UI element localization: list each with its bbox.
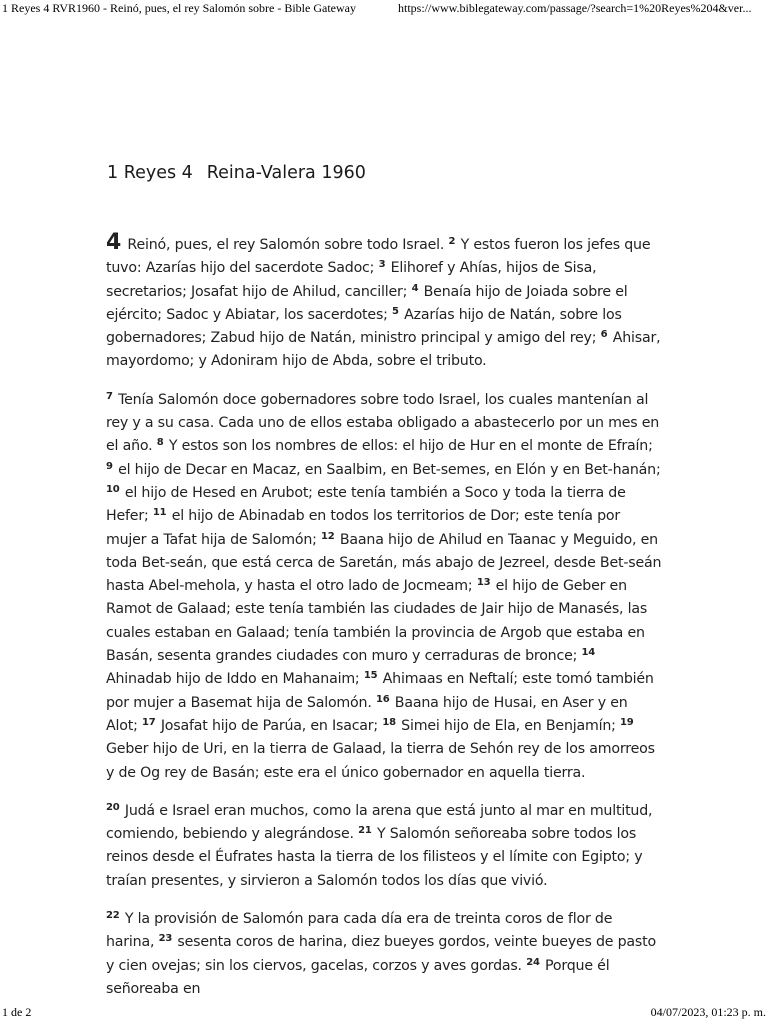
verse-text: Y estos son los nombres de ellos: el hijo de Hur en el monte de Efraín; bbox=[168, 438, 653, 455]
verse-number: 3 bbox=[378, 259, 386, 271]
verse-text: Y la provisión de Salomón para cada día era de treinta coros de flor de harina, bbox=[106, 911, 613, 951]
verse-number: 22 bbox=[106, 910, 120, 922]
verse-number: 21 bbox=[358, 825, 372, 837]
verse-text: Josafat hijo de Parúa, en Isacar; bbox=[160, 717, 379, 734]
verse-number: 20 bbox=[106, 801, 120, 813]
verse-text: sesenta coros de harina, diez bueyes gordos, veinte bueyes de pasto y cien ovejas; sin los ciervos, gacelas, corzos y aves gordas. bbox=[106, 934, 656, 974]
verse-text: el hijo de Decar en Macaz, en Saalbim, en Bet-semes, en Elón y en Bet-hanán; bbox=[118, 461, 661, 478]
page-count: 1 de 2 bbox=[2, 1005, 32, 1019]
verse-number: 5 bbox=[392, 305, 399, 317]
verse-text: Judá e Israel eran muchos, como la arena que está junto al mar en multitud, comiendo, bebiendo y alegrándose. bbox=[106, 802, 653, 843]
page-title-header: 1 Reyes 4 RVR1960 - Reinó, pues, el rey Salomón sobre - Bible Gateway bbox=[2, 1, 356, 15]
verse-text: Ahisar, mayordomo; y Adoniram hijo de Abda, sobre el tributo. bbox=[106, 330, 661, 370]
verse-text: el hijo de Geber en Ramot de Galaad; este tenía también las ciudades de Jair hijo de Manasés, las cuales estaban en Galaad; tenía también la provincia de Argob que estaba en Basán, sesenta grandes ciudades con muro y cerraduras de bronce; bbox=[106, 578, 648, 665]
verse-number: 17 bbox=[141, 716, 156, 728]
verse-number: 23 bbox=[158, 933, 173, 945]
print-footer bbox=[0, 1004, 768, 1024]
verse-text: el hijo de Abinadab en todos los territorios de Dor; este tenía por mujer a Tafat hija de Salomón; bbox=[106, 508, 621, 548]
verse-text: Baana hijo de Husai, en Aser y en Alot; bbox=[106, 694, 628, 734]
verse-text: Benaía hijo de Joiada sobre el ejército; Sadoc y Abiatar, los sacerdotes; bbox=[106, 283, 628, 323]
passage-heading bbox=[107, 163, 366, 183]
version-name: Reina-Valera 1960 bbox=[206, 163, 366, 183]
verse-number: 18 bbox=[382, 716, 396, 728]
verse-number: 2 bbox=[448, 236, 456, 247]
print-header bbox=[0, 0, 768, 22]
verse-text: Porque él señoreaba en bbox=[106, 957, 610, 997]
verse-number: 11 bbox=[152, 507, 167, 519]
chapter-number: 4 bbox=[106, 230, 122, 255]
verse-text: Simei hijo de Ela, en Benjamín; bbox=[401, 717, 616, 734]
verse-number: 7 bbox=[106, 390, 113, 402]
verse-number: 6 bbox=[600, 329, 608, 341]
paragraph bbox=[106, 800, 662, 893]
verse-number: 4 bbox=[411, 282, 419, 294]
verse-text: Baana hijo de Ahilud en Taanac y Meguido, en toda Bet-seán, que está cerca de Saretán, más abajo de Jezreel, desde Bet-seán hasta Abel-mehola, y hasta el otro lado de Jocmeam; bbox=[106, 531, 662, 595]
verse-number: 12 bbox=[321, 530, 335, 542]
verse-number: 14 bbox=[581, 647, 596, 659]
verse-number: 10 bbox=[106, 483, 120, 495]
verse-text: Elihoref y Ahías, hijos de Sisa, secretarios; Josafat hijo de Ahilud, canciller; bbox=[106, 260, 597, 300]
page-url: https://www.biblegateway.com/passage/?search=1%20Reyes%204&ver... bbox=[398, 1, 752, 15]
paragraph bbox=[106, 389, 662, 785]
verse-text: Reinó, pues, el rey Salomón sobre todo Israel. bbox=[127, 237, 445, 253]
verse-number: 24 bbox=[526, 956, 540, 968]
verse-number: 9 bbox=[106, 460, 113, 472]
verse-text: Y estos fueron los jefes que tuvo: Azarías hijo del sacerdote Sadoc; bbox=[106, 237, 651, 277]
verse-text: Geber hijo de Uri, en la tierra de Galaad, la tierra de Sehón rey de los amorreos y de Og rey de Basán; este era el único gobernador en aquella tierra. bbox=[106, 741, 655, 781]
paragraph bbox=[106, 908, 662, 1001]
verse-text: Ahinadab hijo de Iddo en Mahanaim; bbox=[106, 671, 360, 688]
verse-text: Y Salomón señoreaba sobre todos los reinos desde el Éufrates hasta la tierra de los filisteos y el límite con Egipto; y traían presentes, y sirvieron a Salomón todos los días que vivió. bbox=[106, 826, 643, 889]
verse-text: Tenía Salomón doce gobernadores sobre todo Israel, los cuales mantenían al rey y a su casa. Cada uno de ellos estaba obligado a abastecerlo por un mes en el año. bbox=[106, 391, 660, 455]
verse-number: 15 bbox=[363, 670, 378, 682]
passage-text bbox=[106, 230, 662, 1016]
verse-text: Ahimaas en Neftalí; este tomó también por mujer a Basemat hija de Salomón. bbox=[106, 671, 654, 711]
print-datetime: 04/07/2023, 01:23 p. m. bbox=[650, 1005, 766, 1019]
verse-text: Azarías hijo de Natán, sobre los gobernadores; Zabud hijo de Natán, ministro principal y amigo del rey; bbox=[106, 306, 622, 347]
verse-number: 13 bbox=[476, 577, 491, 589]
verse-text: el hijo de Hesed en Arubot; este tenía también a Soco y toda la tierra de Hefer; bbox=[106, 484, 626, 525]
verse-number: 19 bbox=[620, 716, 634, 728]
paragraph bbox=[106, 230, 662, 374]
verse-number: 8 bbox=[156, 437, 164, 449]
passage-reference: 1 Reyes 4 bbox=[107, 163, 193, 183]
verse-number: 16 bbox=[375, 693, 390, 705]
